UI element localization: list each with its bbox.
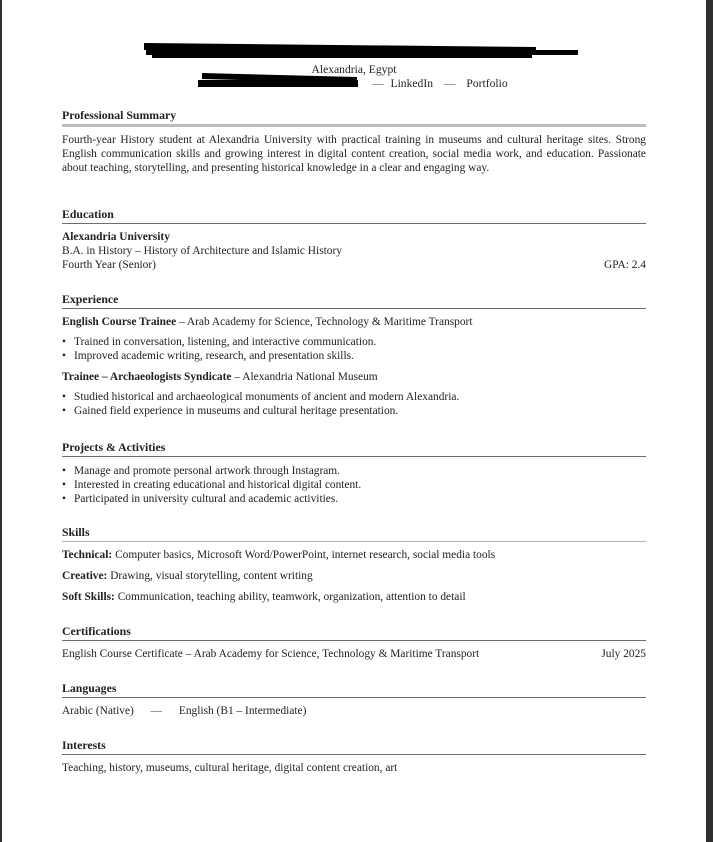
- section-title: Languages: [62, 681, 117, 695]
- skill-label: Technical:: [62, 549, 113, 561]
- linkedin-link[interactable]: LinkedIn: [390, 77, 433, 90]
- contact-separator: —: [443, 77, 456, 90]
- languages-row: [62, 704, 646, 718]
- section-divider: [62, 456, 646, 457]
- skill-row: [62, 548, 646, 562]
- contact-separator: —: [372, 77, 384, 90]
- job-entry: [62, 370, 646, 418]
- list-item: • Trained in conversation, listening, and interactive communication.: [62, 335, 646, 349]
- skill-value: Communication, teaching ability, teamwork, organization, attention to detail: [114, 591, 466, 603]
- skill-value: Drawing, visual storytelling, content writing: [107, 570, 313, 582]
- section-summary: [62, 108, 646, 175]
- job-org: – Arab Academy for Science, Technology & Maritime Transport: [176, 316, 473, 328]
- skill-row: [62, 569, 646, 583]
- school-name: Alexandria University: [62, 231, 170, 243]
- section-certifications: [62, 624, 646, 661]
- skill-value: Computer basics, Microsoft Word/PowerPoint, internet research, social media tools: [112, 549, 496, 561]
- section-title: Professional Summary: [62, 108, 177, 122]
- viewer-left-edge: [0, 0, 2, 842]
- section-education: [62, 207, 646, 272]
- skill-label: Creative:: [62, 570, 108, 582]
- section-title: Experience: [62, 292, 119, 306]
- section-title: Projects & Activities: [62, 440, 166, 454]
- viewer-right-edge: [706, 0, 713, 842]
- section-experience: [62, 292, 646, 418]
- section-languages: [62, 681, 646, 718]
- section-title: Skills: [62, 525, 90, 539]
- section-divider: [62, 541, 646, 542]
- list-item: • Gained field experience in museums and cultural heritage presentation.: [62, 404, 646, 418]
- contact-links: [372, 77, 508, 91]
- job-role: English Course Trainee: [62, 316, 177, 328]
- skill-label: Soft Skills:: [62, 591, 115, 603]
- list-item: • Studied historical and archaeological monuments of ancient and modern Alexandria.: [62, 390, 646, 404]
- section-title: Certifications: [62, 624, 131, 638]
- list-item: • Participated in university cultural and academic activities.: [62, 492, 646, 506]
- job-org: – Alexandria National Museum: [231, 371, 378, 383]
- language-separator: —: [150, 705, 163, 717]
- portfolio-link[interactable]: Portfolio: [466, 77, 508, 90]
- section-title: Education: [62, 207, 114, 221]
- language-item: Arabic (Native): [62, 705, 134, 717]
- skill-row: [62, 590, 646, 604]
- section-interests: [62, 738, 646, 775]
- degree: B.A. in History – History of Architecture and Islamic History: [62, 245, 342, 257]
- section-divider: [62, 754, 646, 755]
- gpa: GPA: 2.4: [604, 259, 646, 271]
- section-divider: [62, 640, 646, 641]
- section-projects: [62, 440, 646, 506]
- section-title: Interests: [62, 738, 106, 752]
- section-divider: [62, 697, 646, 698]
- year-of-study: Fourth Year (Senior): [62, 259, 156, 271]
- section-divider: [62, 223, 646, 224]
- summary-text: Fourth-year History student at Alexandria University with practical training in museums and cultural heritage sites. Strong English communication skills and growing interest in digital content creation, social media work, and education. Passionate about teaching, storytelling, and presenting historical knowledge in a clear and engaging way.: [62, 134, 646, 174]
- language-item: English (B1 – Intermediate): [178, 705, 307, 717]
- job-entry: [62, 315, 646, 363]
- section-skills: [62, 525, 646, 604]
- list-item: • Manage and promote personal artwork through Instagram.: [62, 464, 646, 478]
- interests-text: Teaching, history, museums, cultural heritage, digital content creation, art: [62, 762, 398, 774]
- location: Alexandria, Egypt: [311, 63, 397, 76]
- list-item: • Interested in creating educational and historical digital content.: [62, 478, 646, 492]
- section-divider: [62, 308, 646, 309]
- section-divider: [62, 124, 646, 127]
- job-role: Trainee – Archaeologists Syndicate: [62, 371, 232, 383]
- list-item: • Improved academic writing, research, and presentation skills.: [62, 349, 646, 363]
- certification-name: English Course Certificate – Arab Academy for Science, Technology & Maritime Transport: [62, 648, 480, 660]
- certification-date: July 2025: [601, 648, 646, 660]
